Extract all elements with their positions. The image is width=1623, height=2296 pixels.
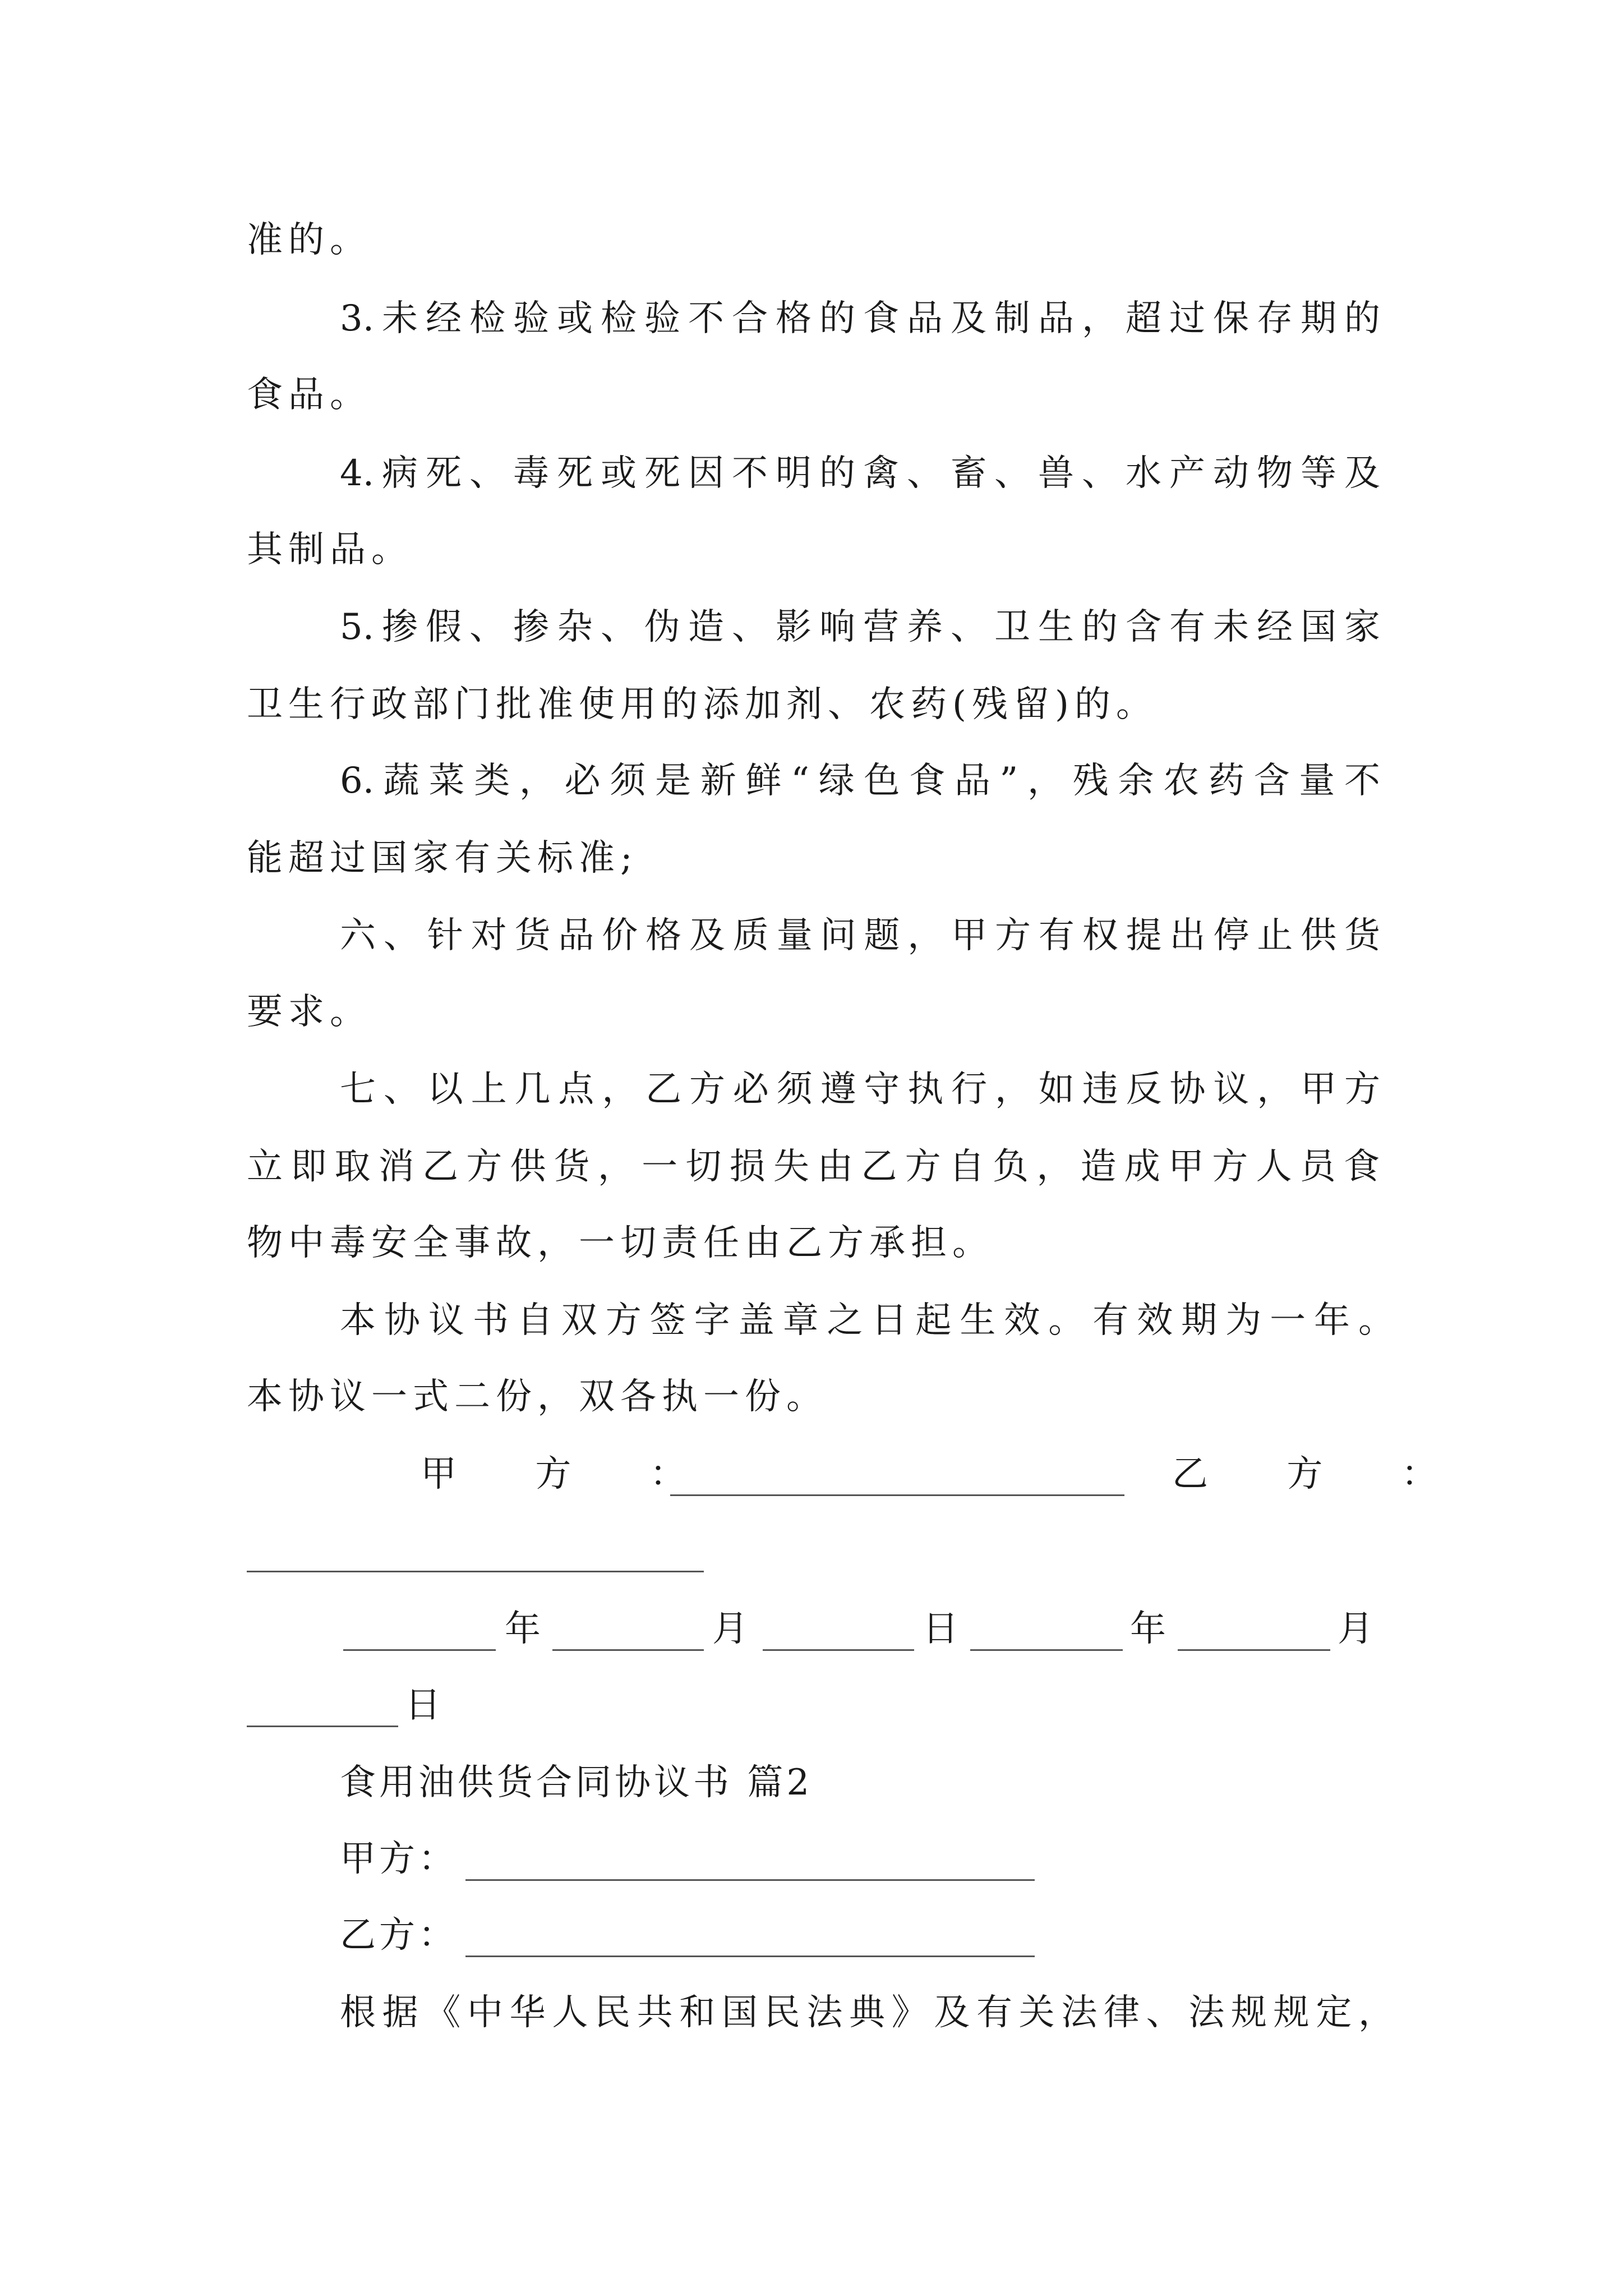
date-a-day-line (763, 1649, 914, 1651)
date-b-year-label: 年 (1130, 1608, 1166, 1650)
party-b-signature-label: 乙 方 ： (1172, 1453, 1471, 1495)
text-line-7: 卫生行政部门批准使用的添加剂、农药(残留)的。 (247, 684, 1158, 725)
text-line-16: 本协议一式二份，双各执一份。 (247, 1376, 828, 1418)
text-line-10: 六、针对货品价格及质量问题，甲方有权提出停止供货 (340, 915, 1380, 956)
date-b-day-line (247, 1726, 398, 1727)
text-line-6: 5.掺假、掺杂、伪造、影响营养、卫生的含有未经国家 (340, 606, 1380, 648)
contract-2-party-a-line (465, 1879, 1035, 1881)
text-line-8: 6.蔬菜类，必须是新鲜“绿色食品”，残余农药含量不 (340, 760, 1380, 802)
text-line-2: 3.未经检验或检验不合格的食品及制品，超过保存期的 (340, 298, 1380, 339)
text-line-1: 准的。 (247, 219, 371, 261)
date-b-day-label: 日 (405, 1685, 441, 1726)
text-line-15: 本协议书自双方签字盖章之日起生效。有效期为一年。 (340, 1300, 1394, 1341)
text-line-11: 要求。 (247, 991, 371, 1033)
date-b-year-line (970, 1649, 1123, 1651)
party-a-signature-label: 甲 方 ： (421, 1453, 720, 1495)
text-line-13: 立即取消乙方供货，一切损失由乙方自负，造成甲方人员食 (247, 1146, 1380, 1188)
date-a-month-label: 月 (712, 1608, 748, 1650)
contract-2-party-b-line (465, 1955, 1035, 1957)
text-line-9: 能超过国家有关标准; (247, 838, 638, 879)
contract-2-basis: 根据《中华人民共和国民法典》及有关法律、法规规定， (340, 1992, 1394, 2033)
date-a-year-line (343, 1649, 496, 1651)
contract-2-title: 食用油供货合同协议书 篇2 (340, 1762, 813, 1803)
text-line-5: 其制品。 (247, 529, 413, 570)
date-a-day-label: 日 (923, 1608, 958, 1650)
date-a-year-label: 年 (505, 1608, 541, 1650)
text-line-4: 4.病死、毒死或死因不明的禽、畜、兽、水产动物等及 (340, 453, 1380, 494)
date-b-month-line (1178, 1649, 1330, 1651)
contract-2-party-a-label: 甲方： (340, 1838, 458, 1880)
date-b-month-label: 月 (1338, 1608, 1373, 1650)
contract-2-party-b-label: 乙方： (340, 1915, 458, 1956)
text-line-12: 七、以上几点，乙方必须遵守执行，如违反协议，甲方 (340, 1069, 1380, 1110)
text-line-3: 食品。 (247, 374, 371, 416)
text-line-14: 物中毒安全事故，一切责任由乙方承担。 (247, 1222, 994, 1264)
party-b-signature-line (247, 1571, 704, 1572)
date-a-month-line (552, 1649, 704, 1651)
party-a-signature-line (670, 1494, 1124, 1496)
